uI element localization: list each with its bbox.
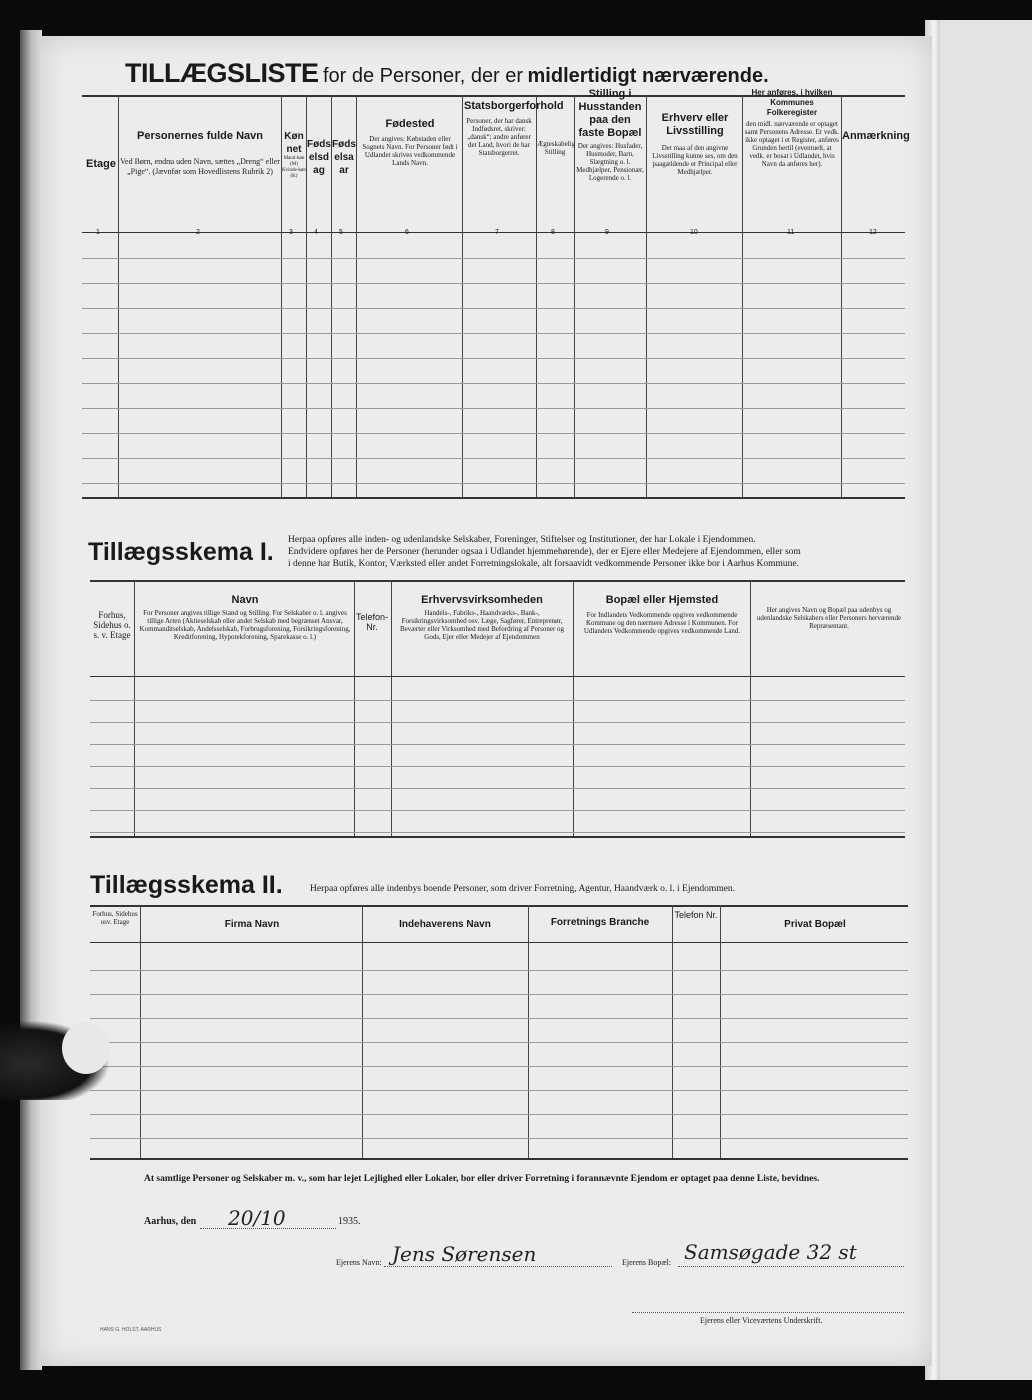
skema1-row-rule-3 bbox=[90, 766, 905, 767]
list-col-number: 2 bbox=[196, 229, 200, 236]
skema1-col-residence-title: Bopæl eller Hjemsted bbox=[605, 594, 719, 606]
skema2-row-rule-1 bbox=[90, 994, 908, 995]
printer-mark: HANS G. HOLST, AARHUS bbox=[100, 1327, 162, 1333]
skema2-col-divider-0 bbox=[140, 905, 141, 1158]
skema2-row-rule-5 bbox=[90, 1090, 908, 1091]
skema1-description bbox=[288, 534, 908, 570]
list-col-number: 1 bbox=[96, 229, 100, 236]
list-col-number: 4 bbox=[314, 229, 318, 236]
title-main: TILLÆGSLISTE bbox=[125, 58, 319, 88]
skema1-col-business-sub: Handels-, Fabriks-, Haandværks-, Bank-, Forsikringsvirksomhed osv. Læge, Sagfører, Entreprenør, Beværter eller Virksomhed med Befordring af Personer og Gods, Ejer eller Medejer af Ejendommen bbox=[399, 609, 565, 641]
skema2-header-rule bbox=[90, 942, 908, 943]
skema2-row-rule-7 bbox=[90, 1138, 908, 1139]
skema1-col-divider-4 bbox=[750, 580, 751, 836]
list-col-number: 12 bbox=[869, 229, 877, 236]
list-col-occupation bbox=[648, 112, 742, 176]
skema2-col-owner: Indehaverens Navn bbox=[399, 919, 491, 930]
skema2-col-firm: Firma Navn bbox=[224, 919, 280, 930]
list-row-rule-1 bbox=[82, 283, 905, 284]
signature-line bbox=[632, 1312, 904, 1313]
list-header-rule bbox=[82, 232, 905, 233]
skema1-desc-line2: Endvidere opføres her de Personer (herunder ogsaa i Udlandet hjemmehørende), der er Ejere eller Medejere af Ejendommen, eller som bbox=[288, 547, 801, 557]
skema2-col-address: Privat Bopæl bbox=[784, 919, 846, 930]
signature-label: Ejerens eller Viceværtens Underskrift. bbox=[700, 1316, 823, 1325]
list-col-birthplace bbox=[360, 118, 460, 167]
list-row-rule-0 bbox=[82, 258, 905, 259]
list-col-number: 7 bbox=[495, 229, 499, 236]
skema1-row-rule-1 bbox=[90, 722, 905, 723]
skema2-row-rule-3 bbox=[90, 1042, 908, 1043]
list-col-number: 9 bbox=[605, 229, 609, 236]
skema2-row-rule-2 bbox=[90, 1018, 908, 1019]
list-col-household-sub: Der angives: Husfader, Husmoder, Barn, Slægtning o. l. Medhjælper, Pensionær, Logerende o. l. bbox=[576, 142, 644, 182]
owner-name-label: Ejerens Navn: bbox=[336, 1258, 382, 1267]
skema1-row-rule-5 bbox=[90, 810, 905, 811]
skema2-col-etage: Forhus, Sidehus osv. Etage bbox=[92, 910, 138, 926]
skema1-col-divider-3 bbox=[573, 580, 574, 836]
form-page bbox=[40, 36, 932, 1366]
list-row-rule-2 bbox=[82, 308, 905, 309]
skema2-row-rule-6 bbox=[90, 1114, 908, 1115]
list-col-citizenship-title: Statsborgerforhold bbox=[464, 100, 564, 112]
skema1-header-rule bbox=[90, 676, 905, 677]
list-row-rule-7 bbox=[82, 433, 905, 434]
skema2-top-rule bbox=[90, 905, 908, 907]
skema2-bottom-rule bbox=[90, 1158, 908, 1160]
thumb-finger bbox=[62, 1022, 110, 1074]
list-col-divider-9 bbox=[742, 95, 743, 497]
list-col-number: 8 bbox=[551, 229, 555, 236]
skema1-desc-line1: Herpaa opføres alle inden- og udenlandske Selskaber, Foreninger, Stiftelser og Institutioner, der har Lokale i Ejendommen. bbox=[288, 535, 756, 545]
facing-page bbox=[940, 20, 1032, 1380]
skema2-row-rule-4 bbox=[90, 1066, 908, 1067]
skema1-col-residence bbox=[576, 594, 748, 635]
skema2-title: Tillægsskema II. bbox=[90, 871, 283, 899]
skema1-col-business bbox=[394, 594, 570, 641]
list-col-number: 10 bbox=[690, 229, 698, 236]
skema1-col-name-sub: For Personer angives tillige Stand og Stilling. For Selskaber o. l. angives tillige Arten (Aktieselskab eller andet Selskab med begrænset Ansvar, Kommanditselskab, Andelsselskab, Forbrugsforening, Forsikringsforening, Kreditforening, Hypotekforening, Sparekasse o. l.) bbox=[139, 609, 351, 641]
list-col-etage: Etage bbox=[86, 158, 116, 170]
list-col-divider-10 bbox=[841, 95, 842, 497]
list-col-number: 3 bbox=[289, 229, 293, 236]
skema1-col-divider-1 bbox=[354, 580, 355, 836]
skema1-title: Tillægsskema I. bbox=[88, 538, 274, 566]
handwritten-owner-address: Samsøgade 32 st bbox=[684, 1240, 857, 1264]
list-col-household bbox=[575, 88, 645, 182]
skema1-row-rule-0 bbox=[90, 700, 905, 701]
list-col-name-sub: Ved Børn, endnu uden Navn, sættes „Dreng“ eller „Pige“. (Jævnfør som Hovedlistens Rubrik 2) bbox=[120, 157, 280, 176]
list-row-rule-8 bbox=[82, 458, 905, 459]
page-title bbox=[125, 58, 769, 89]
list-row-rule-9 bbox=[82, 483, 905, 484]
list-col-gender-sub: Mand-køn (M) Kvinde-køn (K) bbox=[282, 156, 306, 179]
skema1-row-rule-4 bbox=[90, 788, 905, 789]
list-col-birthyear: Fødselsaar bbox=[332, 139, 356, 176]
title-bold: midlertidigt nærværende. bbox=[527, 65, 769, 87]
list-col-divider-8 bbox=[646, 95, 647, 497]
list-row-rule-3 bbox=[82, 333, 905, 334]
skema1-bottom-rule bbox=[90, 836, 905, 838]
list-row-rule-5 bbox=[82, 383, 905, 384]
skema2-col-phone: Telefon Nr. bbox=[674, 910, 718, 920]
list-col-name bbox=[120, 130, 280, 177]
skema1-col-representative: Her angives Navn og Bopæl paa udenbys og udenlandske Selskabers eller Personers herværende Repræsentant. bbox=[756, 606, 902, 630]
skema1-col-divider-2 bbox=[391, 580, 392, 836]
list-col-citizenship-sub: Personer, der har dansk Indfødsret, skriver: „dansk“; andre anfører det Land, hvori de har Statsborgerret. bbox=[466, 117, 532, 157]
list-col-name-title: Personernes fulde Navn bbox=[137, 130, 263, 142]
list-col-birthplace-sub: Der angives: Købstaden eller Sognets Navn. For Personer født i Udlandet skrives vedkommende Lands Navn. bbox=[362, 135, 458, 167]
book-left-edge bbox=[20, 30, 42, 1370]
list-col-number: 11 bbox=[787, 229, 795, 236]
footer-place: Aarhus, den bbox=[144, 1216, 197, 1227]
list-col-birthday: Fødselsdag bbox=[307, 139, 331, 176]
owner-name-line bbox=[384, 1266, 612, 1267]
skema2-col-divider-2 bbox=[528, 905, 529, 1158]
list-col-birthplace-title: Fødested bbox=[385, 118, 435, 130]
skema1-col-phone: Telefon-Nr. bbox=[356, 612, 389, 632]
title-rest: for de Personer, der er bbox=[322, 65, 524, 87]
list-col-register-title: Her anføres, i hvilken Kommunes Folkeregister bbox=[751, 88, 833, 117]
skema2-col-divider-4 bbox=[720, 905, 721, 1158]
skema1-col-residence-sub: For Indlandets Vedkommende opgives vedkommende Kommune og den nærmere Adresse i Kommunen. For Udlandets Vedkommende opgives vedkommende Land. bbox=[583, 611, 741, 635]
skema1-row-rule-2 bbox=[90, 744, 905, 745]
skema1-desc-line3: i denne har Butik, Kontor, Værksted eller andet Forretningslokale, alt forsaavidt vedkommende Personer ikke bor i Aarhus Kommune. bbox=[288, 559, 800, 569]
skema1-row-rule-6 bbox=[90, 832, 905, 833]
list-row-rule-4 bbox=[82, 358, 905, 359]
list-col-gender bbox=[282, 130, 306, 180]
skema1-col-business-title: Erhvervsvirksomheden bbox=[421, 594, 543, 606]
list-col-household-title: Stilling i Husstanden paa den faste Bopæl bbox=[578, 88, 642, 139]
skema2-col-branch: Forretnings Branche bbox=[550, 917, 650, 928]
list-col-number: 6 bbox=[405, 229, 409, 236]
handwritten-date: 20/10 bbox=[228, 1206, 286, 1230]
owner-address-line bbox=[678, 1266, 904, 1267]
list-col-remark: Anmærkning bbox=[842, 130, 910, 142]
footer-year: 1935. bbox=[338, 1216, 361, 1227]
skema1-col-name bbox=[138, 594, 352, 641]
skema2-description: Herpaa opføres alle indenbys boende Personer, som driver Forretning, Agentur, Haandværk o. l. i Ejendommen. bbox=[310, 884, 736, 894]
list-col-divider-4 bbox=[356, 95, 357, 497]
skema2-row-rule-0 bbox=[90, 970, 908, 971]
handwritten-owner-name: Jens Sørensen bbox=[392, 1242, 537, 1266]
list-col-marital: Ægteskabelig Stilling bbox=[537, 140, 576, 156]
skema1-top-rule bbox=[90, 580, 905, 582]
list-col-register bbox=[744, 88, 840, 168]
skema1-col-etage: Forhus, Sidehus o. s. v. Etage bbox=[93, 610, 131, 640]
list-col-divider-0 bbox=[118, 95, 119, 497]
list-bottom-rule bbox=[82, 497, 905, 499]
list-col-number: 5 bbox=[339, 229, 343, 236]
skema2-col-divider-1 bbox=[362, 905, 363, 1158]
list-col-register-sub: den midl. nærværende er optaget samt Personens Adresse. Er vedk. ikke optaget i et Register, anføres Grunden hertil (eventuelt, at vedk. er bosat i Udlandet, hvis Navn da anføres her). bbox=[744, 120, 840, 168]
list-col-occupation-title: Erhverv eller Livsstilling bbox=[661, 112, 729, 137]
owner-address-label: Ejerens Bopæl: bbox=[622, 1258, 672, 1267]
skema1-col-name-title: Navn bbox=[231, 594, 259, 606]
skema1-col-divider-0 bbox=[134, 580, 135, 836]
list-col-gender-title: Kønnet bbox=[284, 131, 304, 155]
footer-statement: At samtlige Personer og Selskaber m. v., som har lejet Lejlighed eller Lokaler, bor eller driver Forretning i forannævnte Ejendom er optaget paa denne Liste, bevidnes. bbox=[144, 1174, 820, 1184]
skema2-col-divider-3 bbox=[672, 905, 673, 1158]
list-row-rule-6 bbox=[82, 408, 905, 409]
list-col-divider-5 bbox=[462, 95, 463, 497]
list-col-occupation-sub: Det maa af den angivne Livsstilling kunne ses, om den paagældende er Principal eller Medhjælper. bbox=[652, 144, 738, 176]
